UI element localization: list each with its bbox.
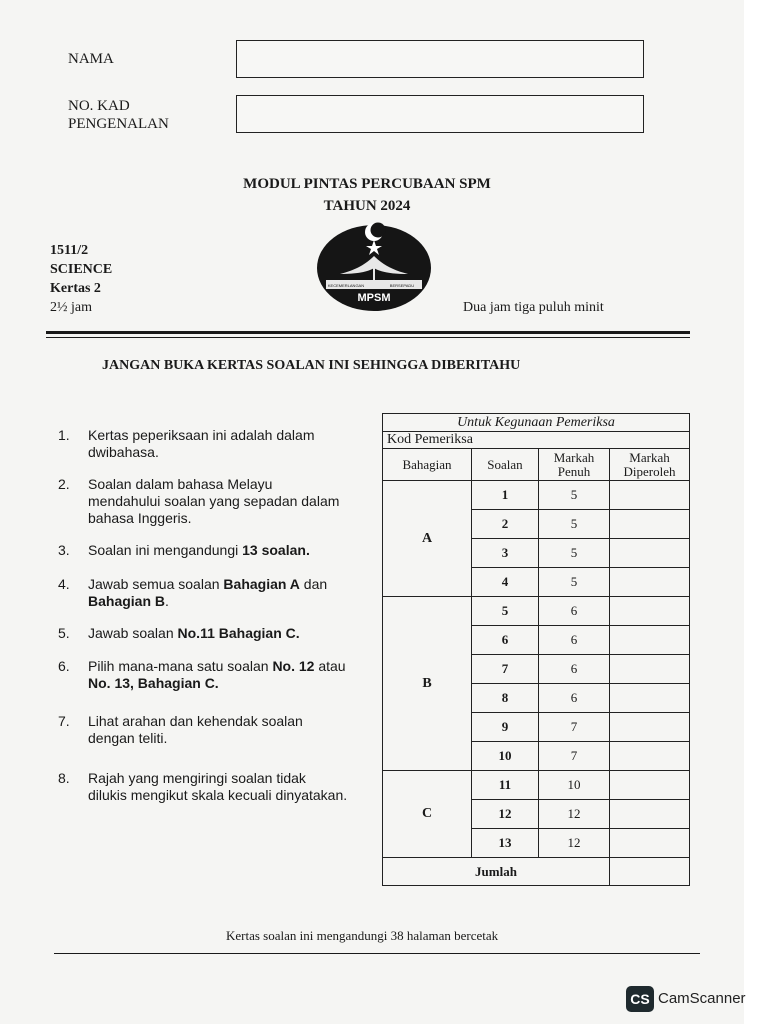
marks-obtained-cell[interactable] — [610, 655, 690, 684]
logo-ribbon-left: KECEMERLANGAN — [327, 283, 365, 288]
col-header-full-marks: Markah Penuh — [539, 449, 610, 481]
instruction-number: 8. — [58, 770, 70, 786]
full-marks: 7 — [539, 742, 610, 771]
instruction-number: 3. — [58, 542, 70, 558]
logo-acronym: MPSM — [357, 292, 391, 304]
table-heading: Untuk Kegunaan Pemeriksa — [383, 414, 690, 432]
full-marks: 12 — [539, 829, 610, 858]
paper-code: 1511/2 — [50, 243, 89, 258]
section-label: A — [383, 481, 472, 597]
examiner-code-label: Kod Pemeriksa — [383, 432, 690, 449]
ic-number-field[interactable] — [236, 95, 644, 133]
marks-obtained-cell[interactable] — [610, 800, 690, 829]
footer-divider — [54, 953, 700, 954]
table-row — [383, 771, 690, 800]
marks-obtained-cell[interactable] — [610, 597, 690, 626]
name-field[interactable] — [236, 40, 644, 78]
full-marks: 5 — [539, 568, 610, 597]
instruction-text: Soalan dalam bahasa Melayu mendahului soalan yang sepadan dalam bahasa Inggeris. — [88, 476, 340, 526]
marks-obtained-cell[interactable] — [610, 713, 690, 742]
subject: SCIENCE — [50, 262, 113, 277]
duration: 2½ jam — [50, 300, 92, 315]
instruction-number: 7. — [58, 713, 70, 729]
question-number: 13 — [472, 829, 539, 858]
instruction-text: Kertas peperiksaan ini adalah dalam dwibahasa. — [88, 427, 315, 460]
question-number: 5 — [472, 597, 539, 626]
question-number: 1 — [472, 481, 539, 510]
marks-obtained-cell[interactable] — [610, 626, 690, 655]
instruction-item — [58, 476, 358, 536]
question-number: 9 — [472, 713, 539, 742]
exam-year: TAHUN 2024 — [323, 198, 411, 214]
full-marks: 5 — [539, 481, 610, 510]
ic-label-line2: PENGENALAN — [68, 116, 169, 132]
header-divider-thin — [46, 337, 690, 338]
instruction-text: Jawab soalan No.11 Bahagian C. — [88, 625, 300, 641]
question-number: 8 — [472, 684, 539, 713]
instruction-item — [58, 658, 358, 718]
header-divider-thick — [46, 331, 690, 334]
col-header-marks-obtained: Markah Diperoleh — [610, 449, 690, 481]
warning-text: JANGAN BUKA KERTAS SOALAN INI SEHINGGA DIBERITAHU — [102, 358, 521, 373]
total-marks-cell[interactable] — [610, 858, 690, 886]
marks-obtained-cell[interactable] — [610, 829, 690, 858]
question-number: 12 — [472, 800, 539, 829]
instruction-text: Lihat arahan dan kehendak soalan dengan teliti. — [88, 713, 303, 746]
instruction-number: 5. — [58, 625, 70, 641]
instruction-number: 1. — [58, 427, 70, 443]
instruction-text: Rajah yang mengiringi soalan tidak dilukis mengikut skala kecuali dinyatakan. — [88, 770, 348, 803]
col-header-section: Bahagian — [383, 449, 472, 481]
ic-label-line1: NO. KAD — [68, 98, 130, 114]
col-header-question: Soalan — [472, 449, 539, 481]
marks-obtained-cell[interactable] — [610, 684, 690, 713]
marks-obtained-cell[interactable] — [610, 539, 690, 568]
camscanner-brand: CamScanner — [658, 990, 746, 1007]
question-number: 3 — [472, 539, 539, 568]
instruction-item — [58, 713, 358, 773]
question-number: 11 — [472, 771, 539, 800]
instruction-number: 6. — [58, 658, 70, 674]
mpsm-logo — [316, 218, 432, 312]
examiner-table — [382, 413, 690, 886]
full-marks: 5 — [539, 539, 610, 568]
marks-obtained-cell[interactable] — [610, 510, 690, 539]
instruction-text: Soalan ini mengandungi 13 soalan. — [88, 542, 310, 558]
instruction-number: 2. — [58, 476, 70, 492]
question-number: 2 — [472, 510, 539, 539]
full-marks: 6 — [539, 626, 610, 655]
question-number: 6 — [472, 626, 539, 655]
full-marks: 7 — [539, 713, 610, 742]
full-marks: 10 — [539, 771, 610, 800]
question-number: 10 — [472, 742, 539, 771]
full-marks: 6 — [539, 684, 610, 713]
section-label: C — [383, 771, 472, 858]
question-number: 7 — [472, 655, 539, 684]
full-marks: 6 — [539, 655, 610, 684]
full-marks: 12 — [539, 800, 610, 829]
marks-obtained-cell[interactable] — [610, 771, 690, 800]
page-count-note: Kertas soalan ini mengandungi 38 halaman bercetak — [226, 928, 499, 943]
total-label: Jumlah — [383, 858, 610, 886]
question-number: 4 — [472, 568, 539, 597]
marks-obtained-cell[interactable] — [610, 481, 690, 510]
instruction-text: Pilih mana-mana satu soalan No. 12 atau No. 13, Bahagian C. — [88, 658, 346, 691]
name-label: NAMA — [68, 51, 114, 67]
section-label: B — [383, 597, 472, 771]
marks-obtained-cell[interactable] — [610, 742, 690, 771]
exam-title: MODUL PINTAS PERCUBAAN SPM — [243, 176, 491, 192]
duration-words: Dua jam tiga puluh minit — [463, 300, 604, 315]
marks-obtained-cell[interactable] — [610, 568, 690, 597]
paper-number: Kertas 2 — [50, 281, 101, 296]
table-row — [383, 597, 690, 626]
full-marks: 6 — [539, 597, 610, 626]
instruction-item — [58, 770, 358, 830]
table-row — [383, 481, 690, 510]
full-marks: 5 — [539, 510, 610, 539]
logo-ribbon-right: BERSEPADU — [389, 283, 415, 288]
instruction-number: 4. — [58, 576, 70, 592]
camscanner-icon: CS — [626, 986, 654, 1012]
instruction-text: Jawab semua soalan Bahagian A dan Bahagian B. — [88, 576, 328, 609]
